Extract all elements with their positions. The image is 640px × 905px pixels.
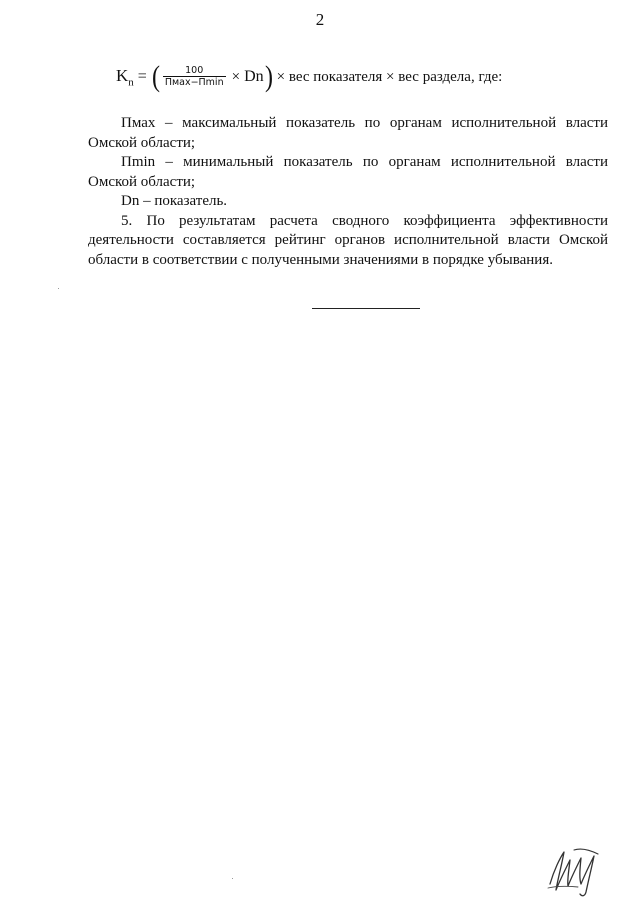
definition-pmin: Пmin – минимальный показатель по органам исполнительной власти Омской области; (88, 154, 608, 190)
formula-lhs-letter: K (116, 65, 129, 85)
formula-numerator: 100 (185, 65, 204, 76)
scan-speck (58, 288, 59, 289)
formula-lhs (116, 66, 134, 88)
formula-fraction (163, 65, 226, 89)
definition-dn: Dn – показатель. (121, 193, 228, 209)
formula-lhs-subscript: n (128, 76, 134, 89)
formula-close-paren: ) (264, 60, 273, 93)
separator-line (312, 308, 420, 309)
definitions-block (88, 114, 608, 270)
formula-times: × (231, 68, 241, 85)
page-number: 2 (315, 10, 325, 29)
definition-pmax: Пмах – максимальный показатель по органам исполнительной власти Омской области; (88, 115, 608, 151)
formula-rest: × вес показателя × вес раздела, где: (276, 68, 503, 85)
signature-icon (544, 840, 606, 898)
formula (116, 62, 502, 92)
scan-speck (232, 878, 233, 879)
formula-open-paren: ( (151, 60, 160, 93)
formula-equals: = (137, 68, 147, 85)
formula-denominator: Пмах−Пmin (164, 77, 224, 88)
formula-variable: Dn (244, 68, 264, 85)
paragraph-5: 5. По результатам расчета сводного коэффициента эффективности деятельности составляется рейтинг органов исполнительной власти Омской области в соответствии с полученными значениями в порядке убывания. (88, 212, 608, 268)
